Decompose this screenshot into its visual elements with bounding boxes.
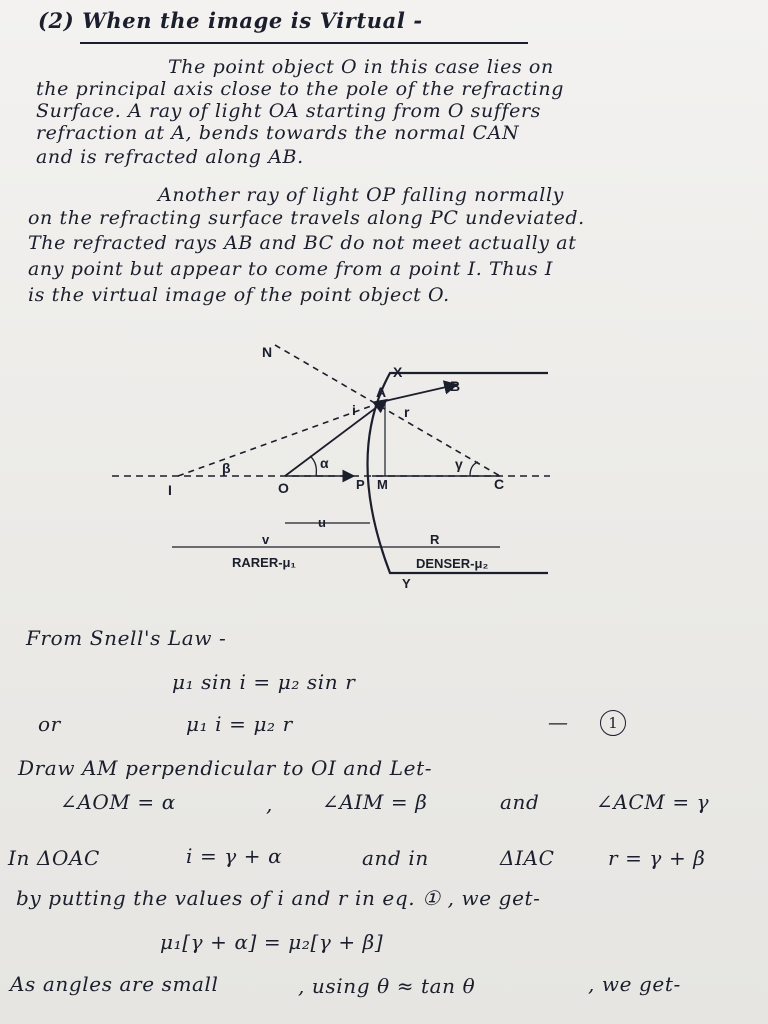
refraction-diagram: [0, 335, 768, 595]
we-get-text: , we get-: [588, 972, 681, 996]
label-v: v: [262, 532, 270, 547]
paragraph2-line: is the virtual image of the point object O.: [28, 284, 450, 306]
gamma-arc: [470, 462, 478, 476]
eq-number-badge: [600, 710, 626, 736]
label-gamma: γ: [455, 456, 463, 472]
triangle-iac: ΔIAC: [500, 846, 555, 870]
angle-acm: ∠ACM = γ: [596, 790, 710, 814]
label-I: I: [168, 482, 172, 498]
label-B: B: [450, 378, 461, 394]
paragraph2-line: on the refracting surface travels along PC undeviated.: [28, 207, 585, 229]
paragraph1-line: refraction at A, bends towards the normal CAN: [36, 122, 520, 144]
label-beta: β: [222, 460, 231, 476]
paragraph1-line: and is refracted along AB.: [36, 146, 304, 168]
label-R: R: [430, 532, 440, 547]
label-P: P: [356, 477, 365, 492]
label-r: r: [404, 404, 410, 420]
label-i: i: [352, 402, 356, 418]
r-equation: r = γ + β: [608, 846, 706, 870]
refracting-surface: [368, 373, 549, 573]
result-equation: μ₁[γ + α] = μ₂[γ + β]: [160, 930, 384, 954]
refracted-ray: [385, 385, 455, 401]
substitution-line: by putting the values of i and r in eq. ① , we get-: [16, 886, 541, 910]
label-O: O: [278, 480, 289, 496]
or-word: or: [38, 712, 61, 736]
eq-number: 1: [608, 714, 618, 732]
paragraph2-line: Another ray of light OP falling normally: [158, 184, 564, 206]
and-in-words: and in: [362, 846, 429, 870]
small-angle-equation: μ₁ i = μ₂ r: [186, 712, 293, 736]
label-Y: Y: [402, 576, 411, 591]
label-denser: DENSER-μ₂: [416, 556, 489, 571]
section-heading: (2) When the image is Virtual -: [38, 8, 423, 33]
label-C: C: [494, 476, 505, 492]
comma-1: ,: [266, 792, 273, 816]
alpha-arc: [310, 456, 316, 476]
heading-underline: [80, 42, 528, 44]
label-rarer: RARER-μ₁: [232, 555, 296, 570]
and-word: and: [500, 790, 540, 814]
using-text: , using θ ≈ tan θ: [298, 974, 476, 998]
paragraph1-line: Surface. A ray of light OA starting from O suffers: [36, 100, 541, 122]
angle-aim: ∠AIM = β: [322, 790, 428, 814]
label-M: M: [377, 477, 388, 492]
label-N: N: [262, 344, 273, 360]
paragraph1-line: the principal axis close to the pole of the refracting: [36, 78, 564, 100]
small-angles-text: As angles are small: [10, 972, 219, 996]
paragraph2-line: any point but appear to come from a point I. Thus I: [28, 258, 554, 280]
snell-title: From Snell's Law -: [26, 626, 227, 650]
angle-aom: ∠AOM = α: [60, 790, 176, 814]
paragraph2-line: The refracted rays AB and BC do not meet actually at: [28, 232, 577, 254]
label-X: X: [393, 364, 403, 380]
label-A: A: [376, 384, 387, 400]
normal-line: [275, 345, 500, 476]
triangle-oac: In ΔOAC: [8, 846, 100, 870]
label-alpha: α: [320, 455, 329, 471]
eq-dash: —: [548, 710, 569, 734]
label-u: u: [318, 515, 326, 530]
i-equation: i = γ + α: [186, 844, 283, 868]
draw-instruction: Draw AM perpendicular to OI and Let-: [18, 756, 433, 780]
snell-equation: μ₁ sin i = μ₂ sin r: [172, 670, 356, 694]
paragraph1-line: The point object O in this case lies on: [168, 56, 554, 78]
